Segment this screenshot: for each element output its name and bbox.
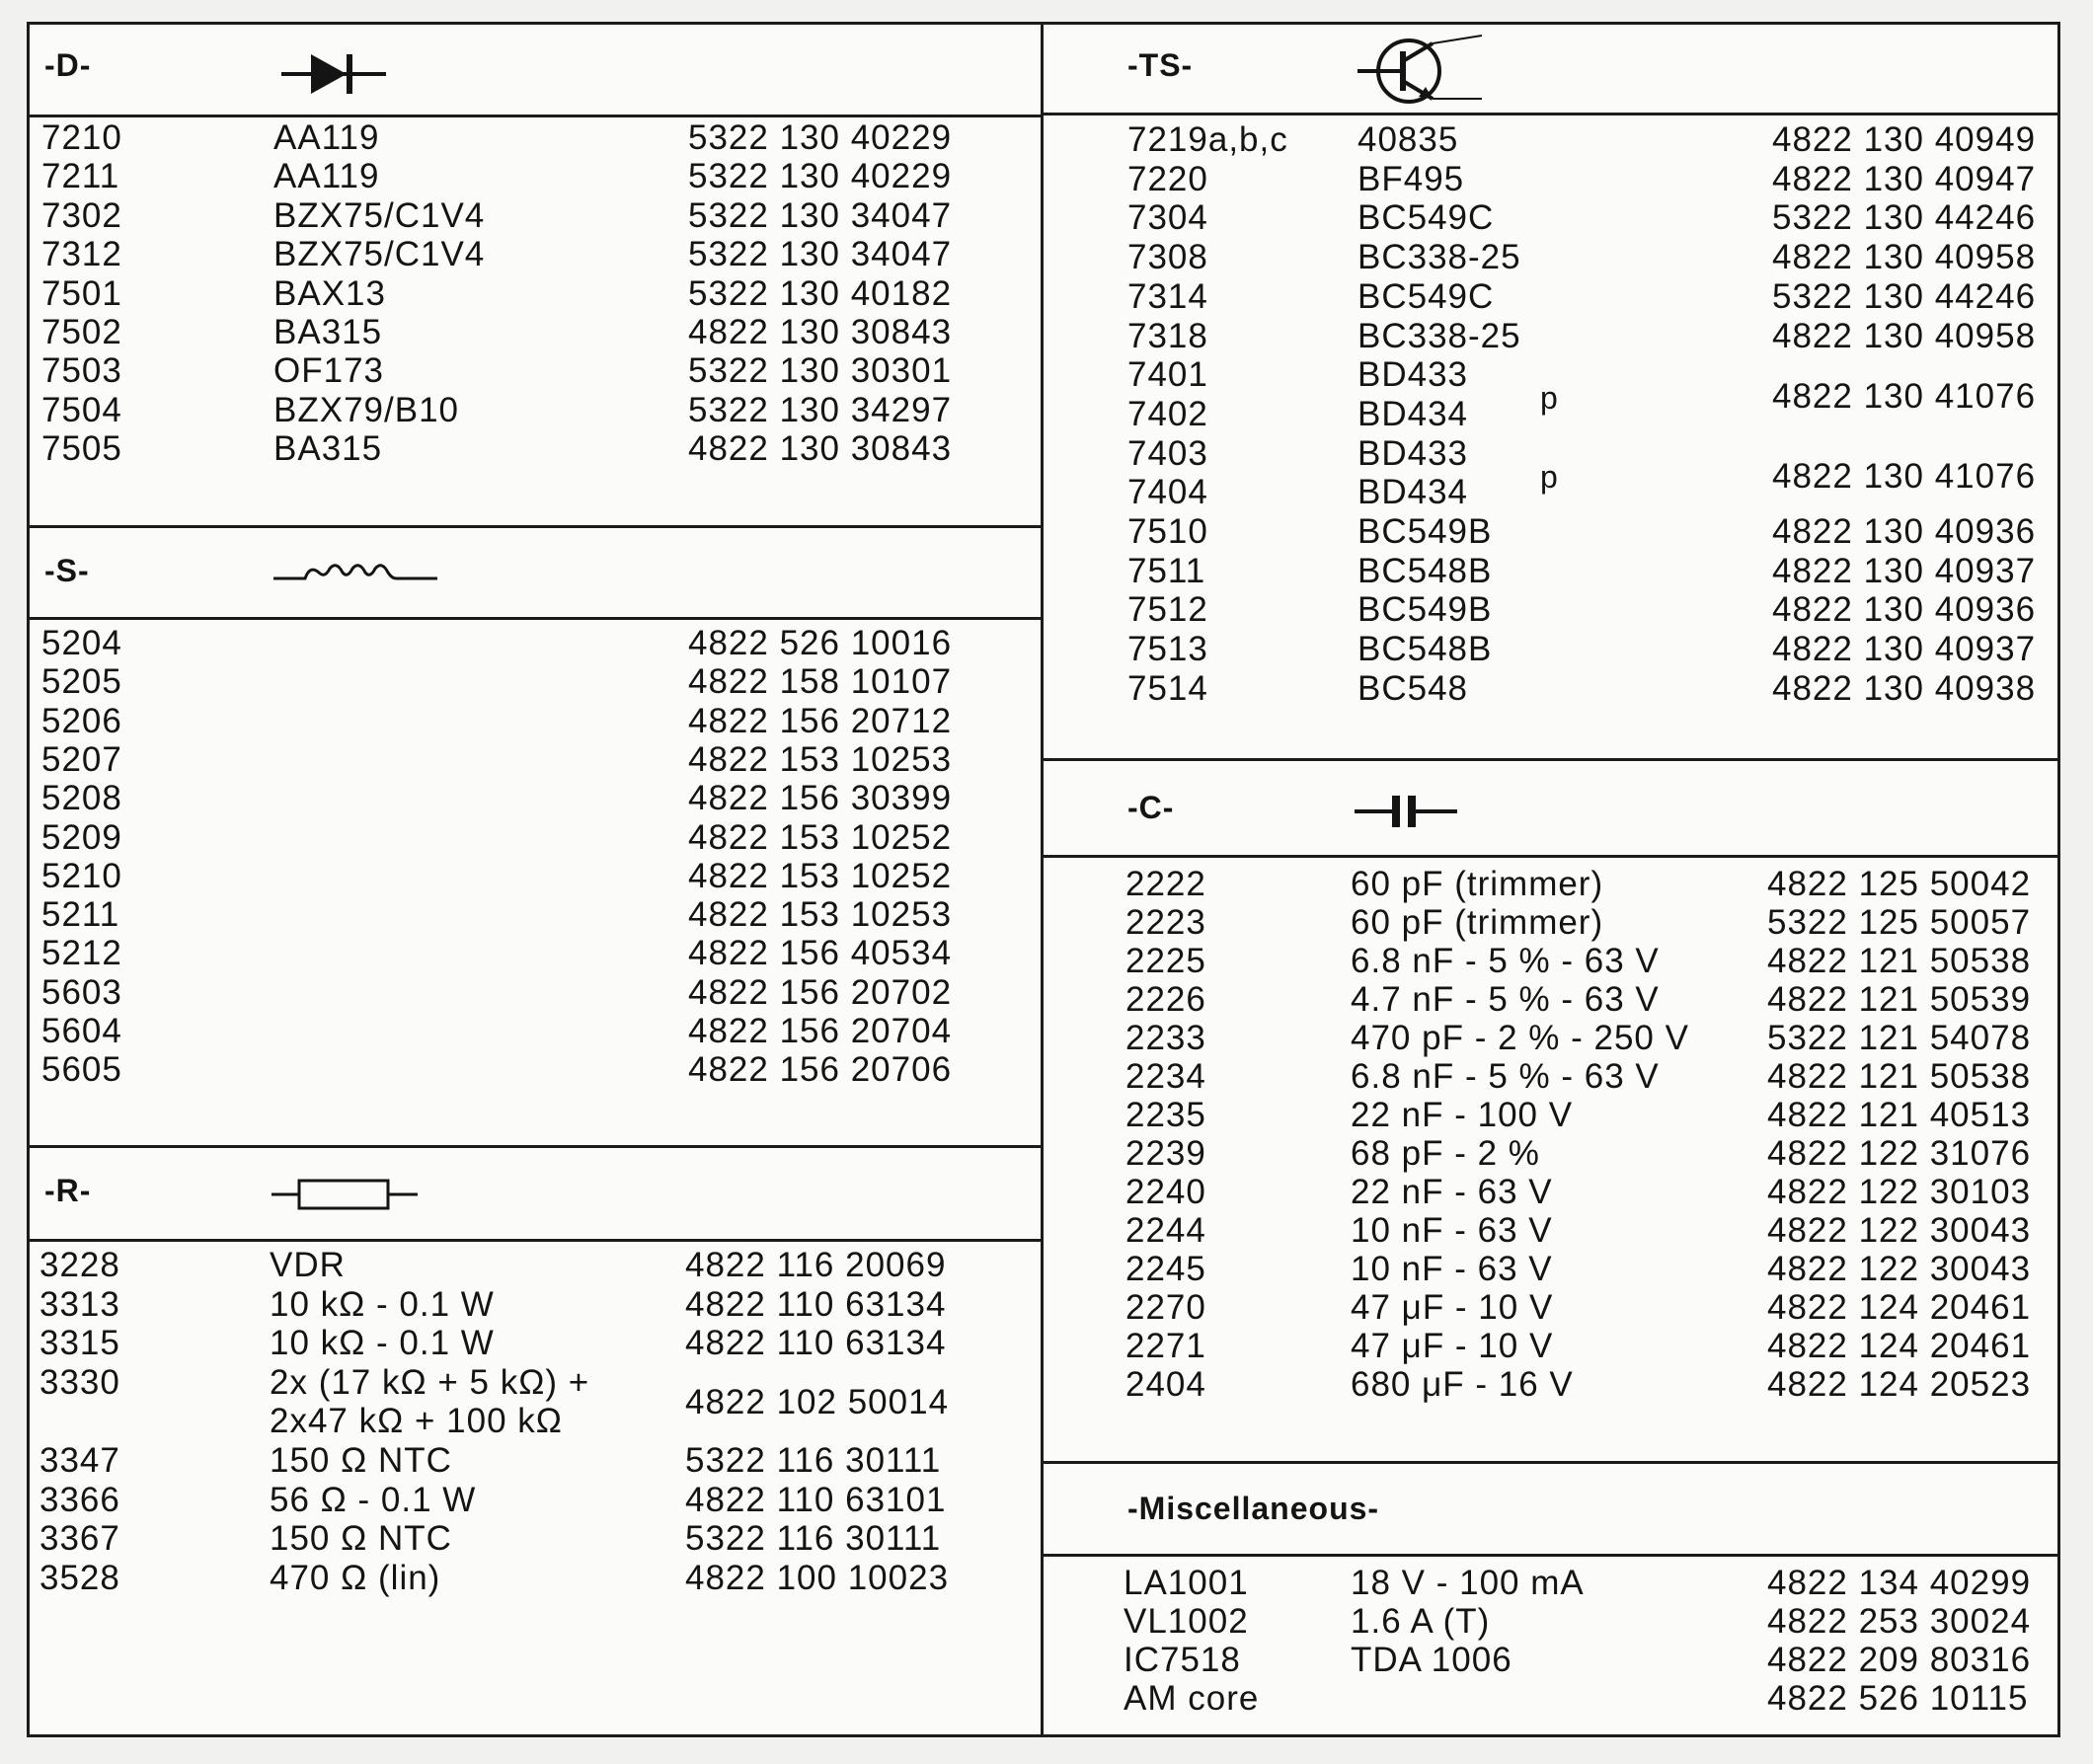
misc-desc: 1.6 A (T) bbox=[1351, 1602, 1491, 1641]
transistors-row bbox=[0, 473, 2073, 511]
coils-ref: 5211 bbox=[41, 895, 120, 935]
transistors-header-rule bbox=[1041, 113, 2060, 115]
resistors-desc: 150 Ω NTC bbox=[270, 1441, 452, 1480]
capacitors-row bbox=[0, 1288, 2073, 1327]
capacitors-row bbox=[0, 865, 2073, 903]
pair-code-text: 4822 130 41076 bbox=[1772, 457, 2037, 496]
transistors-type: BC338-25 bbox=[1357, 316, 1521, 355]
diodes-ref: 7312 bbox=[41, 235, 122, 274]
capacitors-code: 4822 124 20461 bbox=[1767, 1288, 2032, 1327]
capacitors-desc: 60 pF (trimmer) bbox=[1351, 865, 1604, 903]
transistors-type: 40835 bbox=[1357, 120, 1459, 159]
misc-ref: LA1001 bbox=[1124, 1564, 1249, 1602]
coils-ref: 5210 bbox=[41, 856, 122, 895]
transistors-code: 4822 130 40937 bbox=[1772, 630, 2037, 669]
capacitors-ref: 2245 bbox=[1125, 1250, 1206, 1288]
capacitors-row bbox=[0, 1057, 2073, 1096]
diodes-type: BZX75/C1V4 bbox=[273, 195, 486, 235]
misc-desc: 18 V - 100 mA bbox=[1351, 1564, 1585, 1602]
transistors-row bbox=[0, 395, 2073, 433]
transistors-row bbox=[0, 317, 2073, 355]
misc-section-label: -Miscellaneous- bbox=[1127, 1491, 1380, 1526]
resistors-section-label: -R- bbox=[44, 1173, 92, 1208]
capacitors-desc: 47 μF - 10 V bbox=[1351, 1327, 1554, 1365]
transistors-type: BC338-25 bbox=[1357, 238, 1521, 277]
capacitors-row bbox=[0, 1173, 2073, 1211]
resistors-code: 4822 110 63134 bbox=[685, 1324, 947, 1363]
transistors-ref: 7514 bbox=[1127, 668, 1208, 708]
resistors-code: 4822 110 63101 bbox=[685, 1480, 947, 1519]
capacitors-ref: 2404 bbox=[1125, 1365, 1206, 1404]
diodes-type: AA119 bbox=[273, 118, 380, 157]
capacitors-ref: 2244 bbox=[1125, 1211, 1206, 1250]
transistors-code: 4822 130 40947 bbox=[1772, 159, 2037, 198]
transistors-ref: 7401 bbox=[1127, 355, 1208, 395]
resistors-ref: 3330 bbox=[39, 1362, 120, 1402]
misc-desc: TDA 1006 bbox=[1351, 1641, 1512, 1679]
resistors-desc: VDR bbox=[270, 1246, 346, 1284]
transistors-type: BD433 bbox=[1357, 355, 1469, 395]
diodes-ref: 7302 bbox=[41, 195, 122, 235]
capacitors-desc: 60 pF (trimmer) bbox=[1351, 903, 1604, 942]
coils-ref: 5205 bbox=[41, 662, 122, 702]
capacitors-ref: 2270 bbox=[1125, 1288, 1206, 1327]
transistors-row bbox=[0, 160, 2073, 198]
diodes-type: AA119 bbox=[273, 157, 380, 196]
capacitors-code: 4822 125 50042 bbox=[1767, 865, 2032, 903]
transistors-type: BF495 bbox=[1357, 159, 1465, 198]
misc-row bbox=[0, 1602, 2073, 1641]
transistors-code: 4822 130 40958 bbox=[1772, 316, 2037, 355]
transistors-code: 5322 130 44246 bbox=[1772, 276, 2037, 316]
coils-ref: 5204 bbox=[41, 624, 122, 662]
transistors-type: BD434 bbox=[1357, 473, 1469, 512]
coils-code: 4822 153 10253 bbox=[688, 739, 953, 779]
transistors-row bbox=[0, 195, 2073, 238]
resistors-ref: 3347 bbox=[39, 1441, 120, 1480]
diodes-type: OF173 bbox=[273, 351, 384, 391]
pair-mark: p bbox=[1540, 459, 1558, 495]
diodes-ref: 7502 bbox=[41, 313, 122, 351]
capacitors-code: 4822 121 40513 bbox=[1767, 1096, 2032, 1134]
resistors-ref: 3367 bbox=[39, 1519, 120, 1559]
diodes-code: 5322 130 40229 bbox=[688, 118, 953, 157]
capacitors-ref: 2235 bbox=[1125, 1096, 1206, 1134]
transistors-type: BC548B bbox=[1357, 551, 1493, 590]
diodes-code: 5322 130 34047 bbox=[688, 235, 953, 274]
resistors-desc: 2x (17 kΩ + 5 kΩ) + bbox=[270, 1362, 590, 1402]
diodes-ref: 7504 bbox=[41, 390, 122, 429]
capacitors-desc: 47 μF - 10 V bbox=[1351, 1288, 1554, 1327]
transistors-code: 4822 130 40958 bbox=[1772, 238, 2037, 277]
diodes-code: 5322 130 40229 bbox=[688, 157, 953, 196]
coils-code: 4822 153 10253 bbox=[688, 895, 953, 935]
resistors-code: 4822 102 50014 bbox=[685, 1382, 950, 1421]
resistors-row bbox=[0, 1481, 2073, 1519]
resistors-desc: 150 Ω NTC bbox=[270, 1519, 452, 1559]
transistors-row bbox=[0, 512, 2073, 551]
misc-ref: AM core bbox=[1124, 1679, 1260, 1718]
diodes-code: 4822 130 30843 bbox=[688, 313, 953, 351]
diodes-type: BZX79/B10 bbox=[273, 390, 459, 429]
transistors-ref: 7314 bbox=[1127, 276, 1208, 316]
capacitors-desc: 68 pF - 2 % bbox=[1351, 1134, 1540, 1173]
capacitors-ref: 2226 bbox=[1125, 980, 1206, 1019]
capacitors-row bbox=[0, 1134, 2073, 1173]
resistors-desc: 10 kΩ - 0.1 W bbox=[270, 1324, 495, 1363]
transistors-row bbox=[0, 238, 2073, 276]
pair-code bbox=[1772, 457, 2068, 496]
diodes-ref: 7501 bbox=[41, 273, 122, 313]
capacitors-row bbox=[0, 1211, 2073, 1250]
capacitors-desc: 4.7 nF - 5 % - 63 V bbox=[1351, 980, 1660, 1019]
capacitors-desc: 680 μF - 16 V bbox=[1351, 1365, 1574, 1404]
resistors-ref: 3366 bbox=[39, 1480, 120, 1519]
transistors-row bbox=[0, 630, 2073, 668]
capacitors-row bbox=[0, 1250, 2073, 1288]
misc-code: 4822 134 40299 bbox=[1767, 1564, 2032, 1602]
capacitors-code: 4822 122 31076 bbox=[1767, 1134, 2032, 1173]
diodes-type: BZX75/C1V4 bbox=[273, 235, 486, 274]
diodes-ref: 7210 bbox=[41, 118, 122, 157]
pair-code bbox=[1772, 377, 2068, 416]
transistors-type: BC548B bbox=[1357, 630, 1493, 669]
resistors-code: 5322 116 30111 bbox=[685, 1441, 942, 1480]
resistors-ref: 3315 bbox=[39, 1324, 120, 1363]
transistors-row bbox=[0, 277, 2073, 316]
coils-code: 4822 156 20702 bbox=[688, 972, 953, 1012]
capacitors-row bbox=[0, 1019, 2073, 1057]
capacitor-icon bbox=[1355, 790, 1457, 833]
coils-row bbox=[0, 818, 2073, 857]
misc-row bbox=[0, 1564, 2073, 1602]
diodes-code: 4822 130 30843 bbox=[688, 429, 953, 469]
capacitors-row bbox=[0, 980, 2073, 1019]
pair-code-text: 4822 130 41076 bbox=[1772, 377, 2037, 416]
capacitors-ref: 2233 bbox=[1125, 1019, 1206, 1057]
transistors-type: BD433 bbox=[1357, 433, 1469, 473]
diodes-ref: 7503 bbox=[41, 351, 122, 391]
misc-code: 4822 253 30024 bbox=[1767, 1602, 2032, 1641]
coils-ref: 5206 bbox=[41, 701, 122, 740]
transistors-type: BD434 bbox=[1357, 394, 1469, 433]
transistors-ref: 7219a,b,c bbox=[1127, 120, 1288, 159]
resistors-ref: 3528 bbox=[39, 1558, 120, 1597]
diodes-type: BA315 bbox=[273, 429, 383, 469]
diodes-header-rule bbox=[27, 115, 1044, 117]
transistors-row bbox=[0, 552, 2073, 590]
transistors-row bbox=[0, 669, 2073, 708]
transistors-type: BC549B bbox=[1357, 512, 1493, 551]
transistors-type: BC549C bbox=[1357, 276, 1495, 316]
coils-ref: 5212 bbox=[41, 934, 122, 973]
capacitors-desc: 6.8 nF - 5 % - 63 V bbox=[1351, 942, 1660, 980]
resistors-code: 4822 116 20069 bbox=[685, 1246, 947, 1284]
capacitors-code: 4822 121 50539 bbox=[1767, 980, 2032, 1019]
pair-mark: p bbox=[1540, 380, 1558, 416]
misc-code: 4822 526 10115 bbox=[1767, 1679, 2029, 1718]
capacitors-code: 4822 124 20461 bbox=[1767, 1327, 2032, 1365]
transistors-code: 4822 130 40938 bbox=[1772, 668, 2037, 708]
capacitors-code: 4822 122 30043 bbox=[1767, 1211, 2032, 1250]
capacitors-row bbox=[0, 903, 2073, 942]
misc-row bbox=[0, 1679, 2073, 1718]
transistors-ref: 7513 bbox=[1127, 630, 1208, 669]
diodes-code: 5322 130 34297 bbox=[688, 390, 953, 429]
capacitors-code: 4822 122 30103 bbox=[1767, 1173, 2032, 1211]
coils-code: 4822 526 10016 bbox=[688, 624, 953, 662]
capacitors-code: 5322 125 50057 bbox=[1767, 903, 2032, 942]
transistors-section-label: -TS- bbox=[1127, 47, 1194, 83]
transistors-code: 4822 130 40937 bbox=[1772, 551, 2037, 590]
diodes-type: BA315 bbox=[273, 313, 383, 351]
capacitors-code: 5322 121 54078 bbox=[1767, 1019, 2032, 1057]
coils-ref: 5207 bbox=[41, 739, 122, 779]
transistors-type: BC549C bbox=[1357, 198, 1495, 238]
resistors-ref: 3228 bbox=[39, 1246, 120, 1284]
resistors-row bbox=[0, 1441, 2073, 1480]
coils-code: 4822 153 10252 bbox=[688, 817, 953, 857]
capacitors-row bbox=[0, 1327, 2073, 1365]
transistors-ref: 7404 bbox=[1127, 473, 1208, 512]
capacitors-desc: 6.8 nF - 5 % - 63 V bbox=[1351, 1057, 1660, 1096]
coils-code: 4822 153 10252 bbox=[688, 856, 953, 895]
diodes-ref: 7211 bbox=[41, 157, 120, 196]
capacitors-row bbox=[0, 1362, 2073, 1404]
resistors-desc: 470 Ω (lin) bbox=[270, 1558, 441, 1597]
transistors-code: 4822 130 40936 bbox=[1772, 512, 2037, 551]
transistors-ref: 7220 bbox=[1127, 159, 1208, 198]
capacitors-desc: 10 nF - 63 V bbox=[1351, 1250, 1553, 1288]
coils-ref: 5605 bbox=[41, 1050, 122, 1090]
coils-section-label: -S- bbox=[44, 553, 90, 588]
capacitors-code: 4822 121 50538 bbox=[1767, 1057, 2032, 1096]
misc-row bbox=[0, 1641, 2073, 1679]
coils-code: 4822 156 30399 bbox=[688, 779, 953, 818]
capacitors-desc: 470 pF - 2 % - 250 V bbox=[1351, 1019, 1689, 1057]
capacitors-row bbox=[0, 942, 2073, 980]
coils-row bbox=[0, 740, 2073, 779]
capacitors-code: 4822 122 30043 bbox=[1767, 1250, 2032, 1288]
diodes-ref: 7505 bbox=[41, 429, 122, 469]
transistor-icon bbox=[1357, 32, 1491, 111]
coils-code: 4822 156 20704 bbox=[688, 1012, 953, 1050]
diodes-code: 5322 130 30301 bbox=[688, 351, 953, 391]
diodes-code: 5322 130 40182 bbox=[688, 273, 953, 313]
diodes-section-label: -D- bbox=[44, 47, 92, 83]
capacitors-desc: 10 nF - 63 V bbox=[1351, 1211, 1553, 1250]
coils-ref: 5209 bbox=[41, 817, 122, 857]
capacitors-row bbox=[0, 1096, 2073, 1134]
transistors-type: BC549B bbox=[1357, 590, 1493, 630]
transistors-code: 5322 130 44246 bbox=[1772, 198, 2037, 238]
capacitors-ref: 2234 bbox=[1125, 1057, 1206, 1096]
capacitors-desc: 22 nF - 63 V bbox=[1351, 1173, 1553, 1211]
coils-ref: 5604 bbox=[41, 1012, 122, 1050]
capacitors-ref: 2271 bbox=[1125, 1327, 1206, 1365]
coils-row bbox=[0, 779, 2073, 817]
transistors-ref: 7511 bbox=[1127, 551, 1206, 590]
transistors-ref: 7318 bbox=[1127, 316, 1208, 355]
misc-ref: IC7518 bbox=[1124, 1641, 1241, 1679]
capacitors-ref: 2222 bbox=[1125, 865, 1206, 903]
coils-code: 4822 158 10107 bbox=[688, 662, 953, 702]
diodes-code: 5322 130 34047 bbox=[688, 195, 953, 235]
transistors-ref: 7402 bbox=[1127, 394, 1208, 433]
transistors-row bbox=[0, 120, 2073, 159]
transistors-row bbox=[0, 434, 2073, 473]
resistors-row bbox=[0, 1519, 2073, 1558]
transistors-row bbox=[0, 355, 2073, 394]
capacitors-desc: 22 nF - 100 V bbox=[1351, 1096, 1574, 1134]
capacitors-code: 4822 121 50538 bbox=[1767, 942, 2032, 980]
coils-code: 4822 156 40534 bbox=[688, 934, 953, 973]
transistors-ref: 7304 bbox=[1127, 198, 1208, 238]
coils-ref: 5208 bbox=[41, 779, 122, 818]
resistors-desc: 10 kΩ - 0.1 W bbox=[270, 1284, 495, 1324]
capacitors-section-label: -C- bbox=[1127, 790, 1175, 825]
transistors-type: BC548 bbox=[1357, 668, 1469, 708]
misc-ref: VL1002 bbox=[1124, 1602, 1249, 1641]
transistors-code: 4822 130 40949 bbox=[1772, 120, 2037, 159]
diodes-type: BAX13 bbox=[273, 273, 386, 313]
resistors-desc: 56 Ω - 0.1 W bbox=[270, 1480, 477, 1519]
transistors-ref: 7308 bbox=[1127, 238, 1208, 277]
capacitors-ref: 2223 bbox=[1125, 903, 1206, 942]
resistors-ref: 3313 bbox=[39, 1284, 120, 1324]
capacitors-ref: 2239 bbox=[1125, 1134, 1206, 1173]
resistors-code: 5322 116 30111 bbox=[685, 1519, 942, 1559]
coils-ref: 5603 bbox=[41, 972, 122, 1012]
capacitors-ref: 2240 bbox=[1125, 1173, 1206, 1211]
transistors-code: 4822 130 40936 bbox=[1772, 590, 2037, 630]
capacitors-code: 4822 124 20523 bbox=[1767, 1365, 2032, 1404]
resistors-desc-line2: 2x47 kΩ + 100 kΩ bbox=[270, 1401, 563, 1440]
resistors-code: 4822 110 63134 bbox=[685, 1284, 947, 1324]
misc-code: 4822 209 80316 bbox=[1767, 1641, 2032, 1679]
capacitors-ref: 2225 bbox=[1125, 942, 1206, 980]
transistors-ref: 7510 bbox=[1127, 512, 1208, 551]
diode-icon bbox=[281, 49, 386, 99]
transistors-ref: 7403 bbox=[1127, 433, 1208, 473]
transistors-ref: 7512 bbox=[1127, 590, 1208, 630]
coils-code: 4822 156 20712 bbox=[688, 701, 953, 740]
resistors-code: 4822 100 10023 bbox=[685, 1558, 950, 1597]
coils-code: 4822 156 20706 bbox=[688, 1050, 953, 1090]
transistors-row bbox=[0, 590, 2073, 629]
